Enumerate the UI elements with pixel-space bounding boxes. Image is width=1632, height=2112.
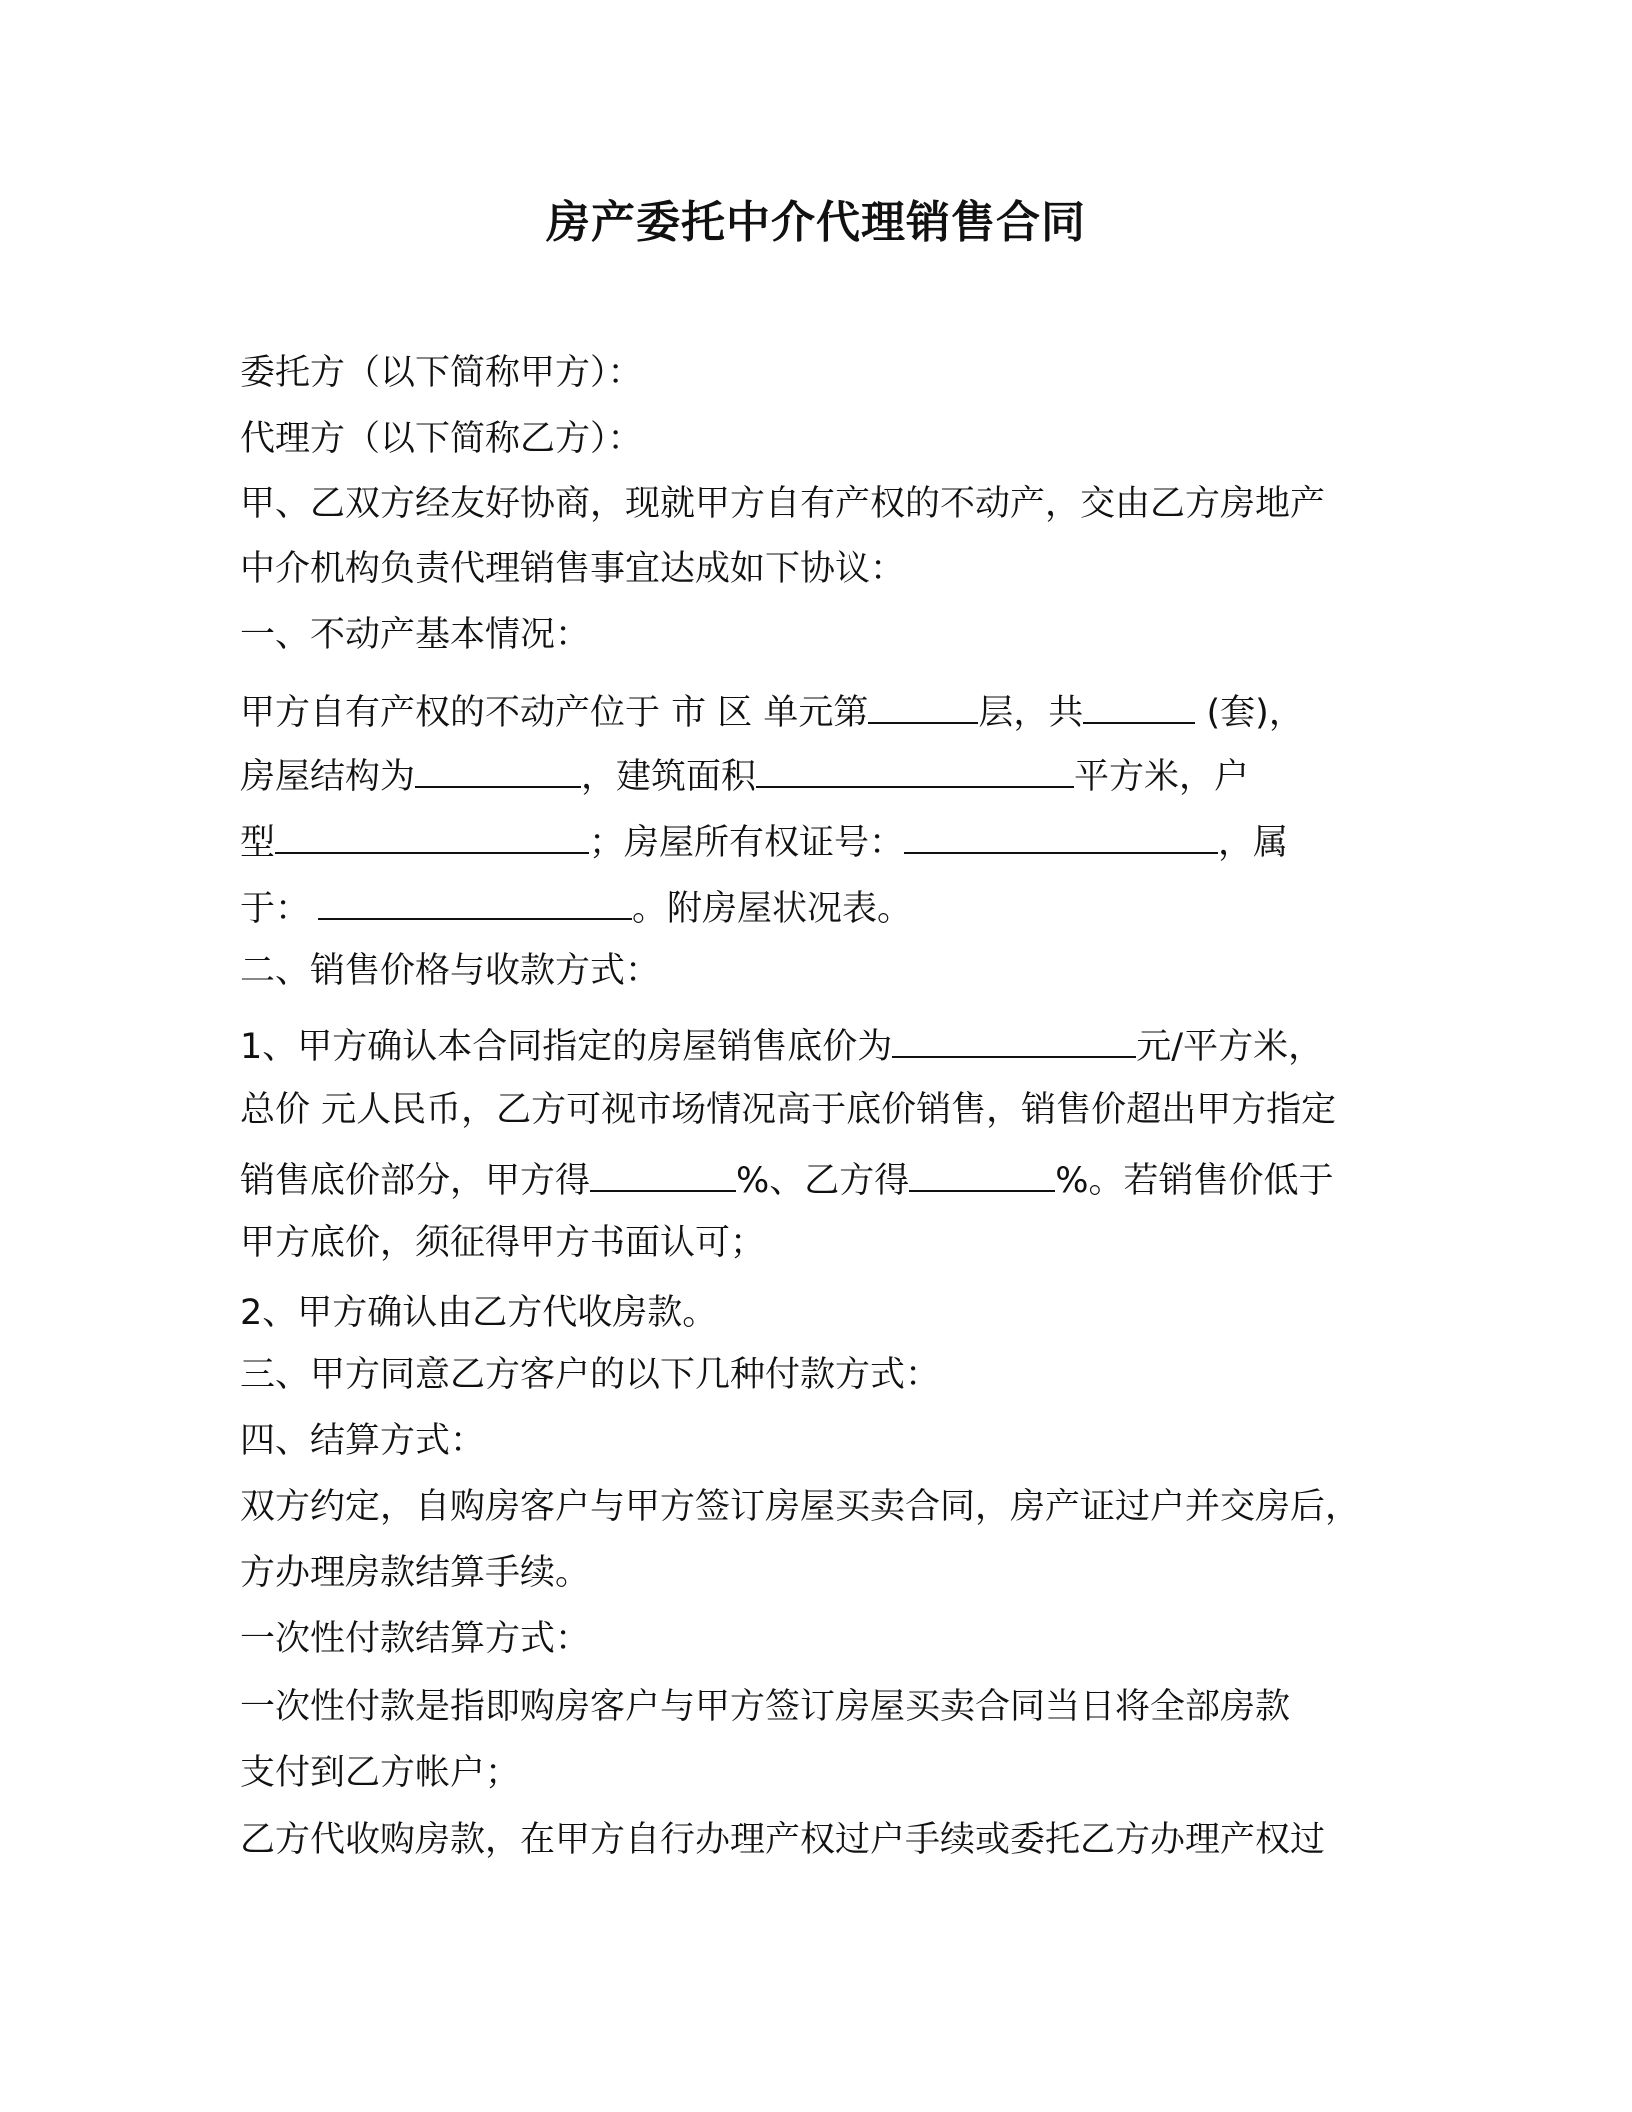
property-location-line — [240, 686, 1304, 736]
certificate-text: ；房屋所有权证号： — [589, 823, 905, 863]
property-owner-line — [240, 882, 912, 932]
lump-sum-line-2: 支付到乙方帐户； — [240, 1753, 521, 1793]
paragraph-intro-line-1: 甲、乙双方经友好协商，现就甲方自有产权的不动产，交由乙方房地产 — [240, 484, 1326, 524]
lump-sum-line-1: 一次性付款是指即购房客户与甲方签订房屋买卖合同当日将全部房款 — [240, 1687, 1291, 1727]
base-price-text: 1、甲方确认本合同指定的房屋销售底价为 — [240, 1027, 893, 1067]
base-price-blank — [892, 1020, 1136, 1058]
status-table-text: 。附房屋状况表。 — [632, 889, 913, 929]
certificate-blank — [904, 816, 1218, 854]
paragraph-intro-line-2: 中介机构负责代理销售事宜达成如下协议： — [240, 549, 906, 589]
collection-clause: 2、甲方确认由乙方代收房款。 — [240, 1293, 718, 1333]
area-unit-text: 平方米，户 — [1074, 757, 1250, 797]
clause-principal: 委托方（以下简称甲方）： — [240, 353, 643, 393]
owner-text: 于： — [240, 889, 311, 929]
share-party-a-text: 销售底价部分，甲方得 — [240, 1161, 591, 1201]
document-title: 房产委托中介代理销售合同 — [546, 197, 1086, 248]
property-location-text: 甲方自有产权的不动产位于 市 区 单元第 — [240, 693, 869, 733]
clause-agent: 代理方（以下简称乙方）： — [240, 419, 643, 459]
layout-blank — [275, 816, 589, 854]
section-heading-4: 四、结算方式： — [240, 1421, 486, 1461]
base-price-unit-text: 元/平方米， — [1136, 1027, 1324, 1067]
price-line-1 — [240, 1020, 1323, 1070]
belongs-text: ，属 — [1218, 823, 1289, 863]
share-party-b-blank — [909, 1154, 1055, 1192]
price-line-4: 甲方底价，须征得甲方书面认可； — [240, 1223, 766, 1263]
structure-text: 房屋结构为 — [240, 757, 416, 797]
area-text: ，建筑面积 — [581, 757, 757, 797]
section-heading-1: 一、不动产基本情况： — [240, 615, 591, 655]
units-text: (套)， — [1195, 693, 1304, 733]
section-heading-3: 三、甲方同意乙方客户的以下几种付款方式： — [240, 1355, 941, 1395]
area-blank — [756, 750, 1074, 788]
floor-text: 层，共 — [978, 693, 1084, 733]
below-price-text: %。若销售价低于 — [1055, 1161, 1334, 1201]
price-line-3 — [240, 1154, 1334, 1204]
settlement-line-1: 双方约定，自购房客户与甲方签订房屋买卖合同，房产证过户并交房后， — [240, 1487, 1361, 1527]
collection-transfer-line: 乙方代收购房款，在甲方自行办理产权过户手续或委托乙方办理产权过 — [240, 1820, 1326, 1860]
units-blank — [1083, 686, 1195, 724]
share-party-a-blank — [590, 1154, 736, 1192]
layout-text: 型 — [240, 823, 276, 863]
lump-sum-heading: 一次性付款结算方式： — [240, 1619, 591, 1659]
owner-blank — [318, 882, 632, 920]
settlement-line-2: 方办理房款结算手续。 — [240, 1553, 591, 1593]
floor-blank — [868, 686, 978, 724]
price-line-2: 总价 元人民币，乙方可视市场情况高于底价销售，销售价超出甲方指定 — [240, 1090, 1337, 1130]
structure-blank — [415, 750, 581, 788]
property-certificate-line — [240, 816, 1288, 866]
property-structure-line — [240, 750, 1249, 800]
section-heading-2: 二、销售价格与收款方式： — [240, 951, 661, 991]
share-party-b-text: %、乙方得 — [736, 1161, 910, 1201]
